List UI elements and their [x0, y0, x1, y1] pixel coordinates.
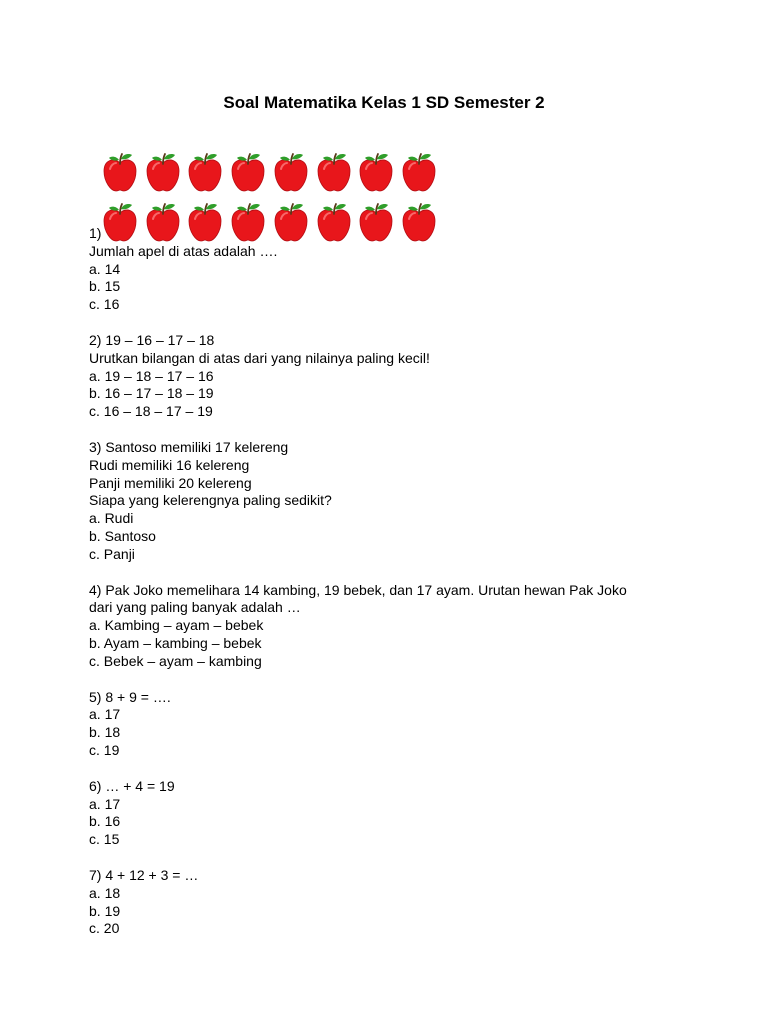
answer-option: c. Bebek – ayam – kambing — [89, 652, 262, 669]
question-line: 3) Santoso memiliki 17 kelereng — [89, 438, 289, 455]
question-7 — [89, 867, 689, 938]
question-line: 1) — [89, 225, 102, 241]
question-line: Jumlah apel di atas adalah …. — [89, 242, 278, 259]
answer-option: c. 15 — [89, 831, 120, 848]
apple-icon — [316, 151, 352, 193]
apple-icon — [230, 151, 266, 193]
answer-option: a. Kambing – ayam – bebek — [89, 617, 264, 634]
question-line: Rudi memiliki 16 kelereng — [89, 456, 250, 473]
question-4 — [89, 582, 689, 671]
apple-icon — [273, 151, 309, 193]
answer-option: b. 16 – 17 – 18 – 19 — [89, 385, 214, 402]
answer-option: a. Rudi — [89, 510, 134, 527]
question-line: 7) 4 + 12 + 3 = … — [89, 866, 199, 883]
apple-icon — [401, 151, 437, 193]
answer-option: b. 15 — [89, 278, 121, 295]
answer-option: b. 16 — [89, 813, 121, 830]
question-2 — [89, 332, 689, 421]
answer-option: c. 19 — [89, 741, 120, 758]
answer-option: a. 17 — [89, 706, 121, 723]
question-line: Siapa yang kelerengnya paling sedikit? — [89, 492, 332, 509]
apple-icon — [358, 151, 394, 193]
question-1 — [89, 225, 689, 314]
question-5 — [89, 689, 689, 760]
answer-option: b. 19 — [89, 902, 121, 919]
question-line: dari yang paling banyak adalah … — [89, 599, 301, 616]
question-line: 2) 19 – 16 – 17 – 18 — [89, 331, 215, 348]
page-title: Soal Matematika Kelas 1 SD Semester 2 — [223, 93, 545, 112]
answer-option: c. 16 – 18 – 17 – 19 — [89, 403, 213, 420]
answer-option: b. Santoso — [89, 527, 156, 544]
apple-row-1 — [102, 151, 442, 193]
answer-option: a. 14 — [89, 260, 121, 277]
question-6 — [89, 778, 689, 849]
apple-icon — [145, 151, 181, 193]
apple-icon — [102, 151, 138, 193]
question-list — [89, 225, 689, 956]
answer-option: a. 17 — [89, 795, 121, 812]
answer-option: c. Panji — [89, 545, 135, 562]
apple-icon — [187, 151, 223, 193]
question-3 — [89, 439, 689, 564]
answer-option: a. 18 — [89, 884, 121, 901]
answer-option: b. 18 — [89, 724, 121, 741]
question-line: 4) Pak Joko memelihara 14 kambing, 19 bebek, dan 17 ayam. Urutan hewan Pak Joko — [89, 581, 627, 598]
question-line: 6) … + 4 = 19 — [89, 777, 175, 794]
question-line: 5) 8 + 9 = …. — [89, 688, 171, 705]
question-line: Panji memiliki 20 kelereng — [89, 474, 252, 491]
answer-option: a. 19 – 18 – 17 – 16 — [89, 367, 214, 384]
answer-option: c. 16 — [89, 296, 120, 313]
question-line: Urutkan bilangan di atas dari yang nilainya paling kecil! — [89, 349, 430, 366]
answer-option: b. Ayam – kambing – bebek — [89, 634, 262, 651]
answer-option: c. 20 — [89, 920, 120, 937]
